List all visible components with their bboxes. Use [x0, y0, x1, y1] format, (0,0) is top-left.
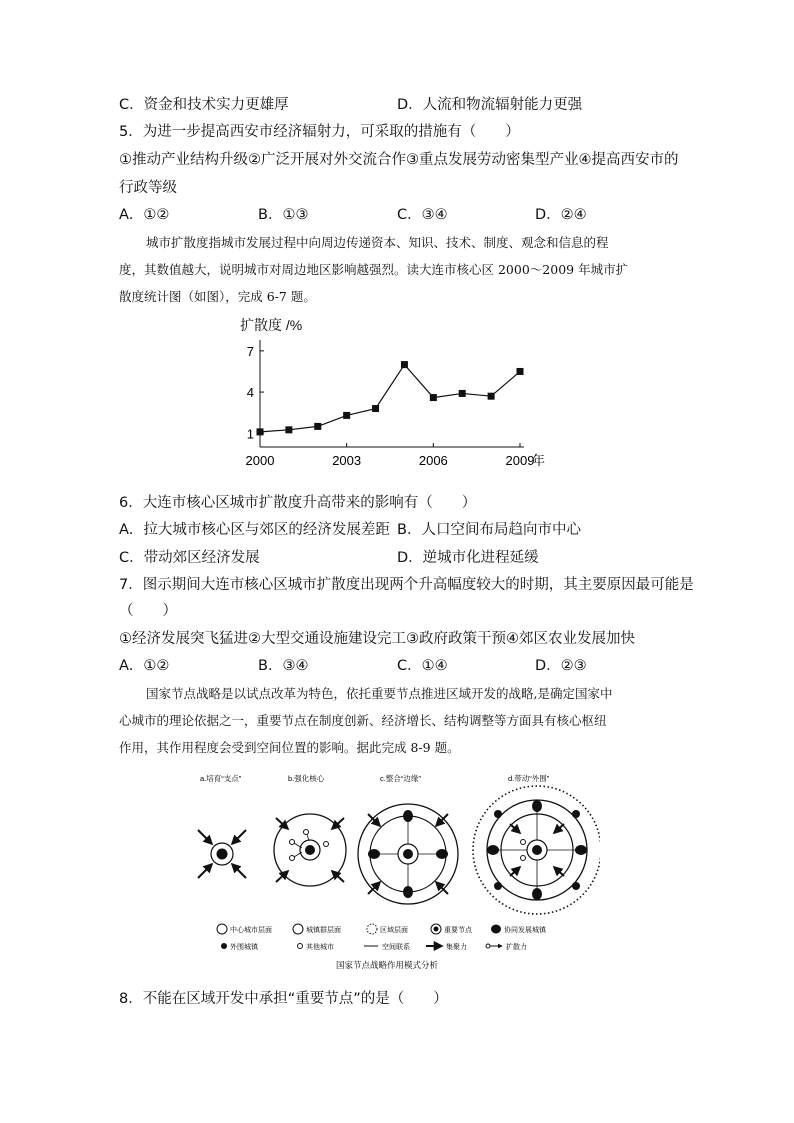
q6-option-b: B．人口空间布局趋向市中心 [397, 522, 581, 538]
chart-data-point [257, 428, 264, 435]
chart-data-point [372, 405, 379, 412]
passage2-line2: 心城市的理论依据之一，重要节点在制度创新、经济增长、结构调整等方面具有核心枢纽 [119, 713, 607, 728]
chart-ytick-label: 4 [246, 385, 254, 401]
legend-agglomeration: 集聚力 [446, 944, 467, 951]
panel-d [473, 786, 600, 914]
legend-peripheral-town: 外围城镇 [230, 944, 258, 951]
chart-data-point [459, 390, 466, 397]
q5-stem: 5．为进一步提高西安市经济辐射力，可采取的措施有（ ） [119, 124, 520, 140]
legend-town-cluster: 城镇群层面 [306, 927, 341, 934]
chart-xlabel: 年 [532, 453, 546, 468]
legend-center-city: 中心城市层面 [230, 927, 272, 934]
node-strategy-diagram [180, 766, 600, 978]
diagram-legend [217, 924, 547, 951]
q6-stem: 6．大连市核心区城市扩散度升高带来的影响有（ ） [119, 495, 477, 511]
panel-c [358, 804, 458, 904]
chart-xtick-label: 2000 [245, 453, 275, 468]
panel-b [274, 814, 346, 886]
passage2-line1: 国家节点战略是以试点改革为特色，依托重要节点推进区域开发的战略,是确定国家中 [146, 686, 613, 701]
q7-option-b: B．③④ [258, 658, 309, 674]
chart-data-point [430, 394, 437, 401]
q7-stem-line1: 7．图示期间大连市核心区城市扩散度出现两个升高幅度较大的时期，其主要原因最可能是 [119, 577, 694, 593]
legend-key-node: 重要节点 [444, 927, 472, 934]
panel-a-title: a.培育“支点” [200, 774, 242, 783]
chart-ytick-label: 7 [246, 343, 254, 359]
q7-option-a: A．①② [119, 658, 170, 674]
chart-xtick-label: 2009 [505, 453, 535, 468]
q6-option-d: D．逆城市化进程延缓 [397, 550, 539, 566]
diffusion-line-chart [230, 314, 570, 484]
panel-d-title: d.带动“外围” [508, 774, 550, 783]
passage1-line1: 城市扩散度指城市发展过程中向周边传递资本、知识、技术、制度、观念和信息的程 [146, 235, 609, 250]
panel-c-title: c.整合“边缘” [380, 774, 421, 783]
passage1-line3: 散度统计图（如图），完成 6-7 题。 [119, 289, 316, 304]
chart-ylabel: 扩散度 /% [240, 317, 303, 333]
panel-b-title: b.强化核心 [288, 774, 325, 783]
q6-option-c: C．带动郊区经济发展 [119, 550, 260, 566]
q7-stem-line2: （ ） [119, 603, 177, 619]
chart-xtick-label: 2003 [332, 453, 362, 468]
legend-spatial-link: 空间联系 [382, 944, 410, 951]
chart-data-point [401, 361, 408, 368]
chart-data-point [517, 368, 524, 375]
panel-a [198, 830, 246, 878]
q7-items: ①经济发展突飞猛进②大型交通设施建设完工③政府政策干预④郊区农业发展加快 [119, 631, 635, 647]
chart-ytick-label: 1 [246, 426, 254, 442]
q5-option-b: B．①③ [258, 207, 309, 223]
q5-option-c: C．③④ [397, 207, 448, 223]
chart-data-point [285, 426, 292, 433]
q7-option-c: C．①④ [397, 658, 448, 674]
passage2-line3: 作用，其作用程度会受到空间位置的影响。据此完成 8-9 题。 [119, 740, 460, 755]
diagram-caption: 国家节点战略作用模式分析 [336, 960, 439, 970]
legend-other-city: 其他城市 [306, 944, 334, 951]
legend-cooperative-town: 协同发展城镇 [504, 927, 546, 934]
passage1-line2: 度，其数值越大，说明城市对周边地区影响越强烈。读大连市核心区 2000～2009 年城市扩 [119, 262, 629, 277]
chart-data-point [314, 423, 321, 430]
q8-stem: 8．不能在区域开发中承担“重要节点”的是（ ） [119, 991, 448, 1007]
q6-option-a: A．拉大城市核心区与郊区的经济发展差距 [119, 522, 390, 538]
q4-option-c: C．资金和技术实力更雄厚 [119, 97, 289, 113]
q7-option-d: D．②③ [535, 658, 587, 674]
q5-items-line1: ①推动产业结构升级②广泛开展对外交流合作③重点发展劳动密集型产业④提高西安市的 [119, 152, 679, 168]
legend-region: 区域层面 [380, 927, 408, 934]
q5-option-d: D．②④ [535, 207, 587, 223]
q4-option-d: D．人流和物流辐射能力更强 [397, 97, 583, 113]
chart-data-point [488, 393, 495, 400]
q5-option-a: A．①② [119, 207, 170, 223]
chart-series-line [260, 365, 520, 432]
chart-xtick-label: 2006 [418, 453, 448, 468]
legend-diffusion: 扩散力 [506, 944, 527, 951]
q5-items-line2: 行政等级 [119, 180, 177, 196]
chart-data-point [343, 412, 350, 419]
